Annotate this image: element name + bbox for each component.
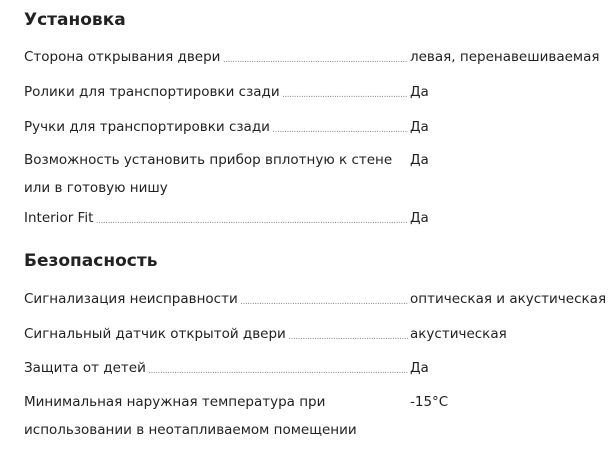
spec-row-interior-fit — [24, 204, 608, 235]
installation-title: Установка — [24, 10, 126, 30]
spec-label: Interior Fit ..... — [24, 204, 408, 235]
spec-value: Да — [410, 152, 429, 168]
spec-value: Да — [410, 210, 429, 226]
spec-label: Сторона открывания двери ..... — [24, 43, 408, 74]
spec-label: Возможность установить прибор вплотную к стене или в готовую нишу — [24, 152, 393, 196]
spec-row-door-side — [24, 43, 608, 74]
spec-row-fault-alarm — [24, 285, 608, 316]
spec-row-min-temp — [24, 388, 608, 444]
spec-label: Минимальная наружная температура при использовании в неотапливаемом помещении — [24, 394, 357, 438]
spec-value: Да — [410, 360, 429, 376]
spec-value: Да — [410, 84, 429, 100]
spec-row-door-sensor — [24, 320, 608, 351]
spec-label: Ролики для транспортировки сзади ..... — [24, 78, 408, 109]
spec-row-rollers — [24, 78, 608, 109]
safety-title: Безопасность — [24, 251, 158, 271]
spec-label: Защита от детей ..... — [24, 354, 408, 385]
spec-value: -15°C — [410, 394, 449, 410]
spec-row-niche — [24, 146, 608, 202]
spec-value: акустическая — [410, 326, 507, 342]
spec-value: Да — [410, 119, 429, 135]
spec-value: оптическая и акустическая — [410, 291, 607, 307]
spec-row-handles — [24, 113, 608, 144]
spec-label: Сигнализация неисправности ..... — [24, 285, 408, 316]
safety-section — [24, 251, 608, 444]
installation-section — [24, 10, 608, 235]
spec-label: Ручки для транспортировки сзади ..... — [24, 113, 408, 144]
spec-row-child-lock — [24, 354, 608, 385]
spec-value: левая, перенавешиваемая — [410, 49, 600, 65]
spec-label: Сигнальный датчик открытой двери ..... — [24, 320, 408, 351]
